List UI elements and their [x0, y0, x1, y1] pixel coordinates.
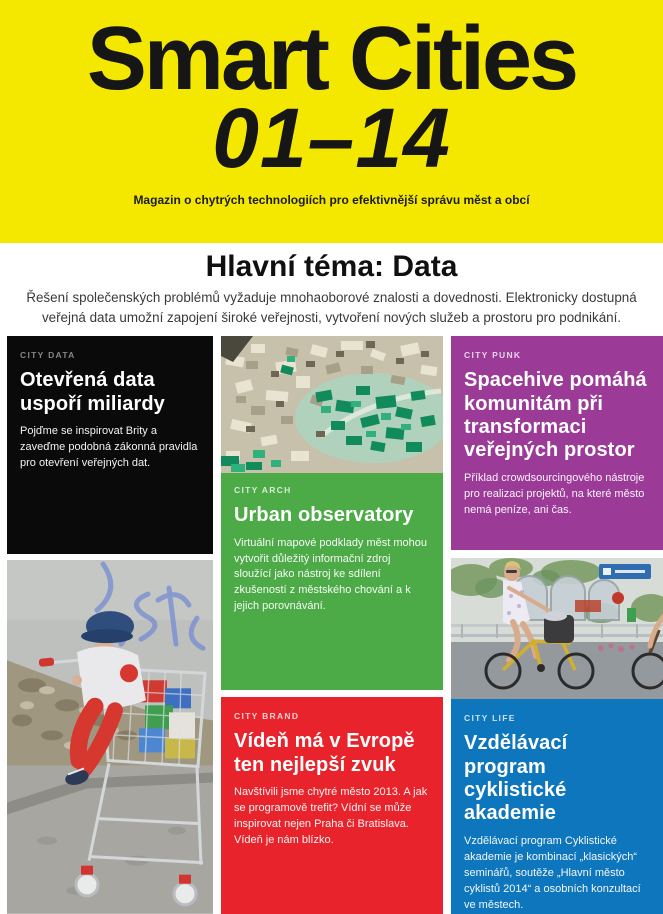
magazine-title: Smart Cities — [86, 9, 577, 109]
article-tile-city-arch — [221, 473, 443, 690]
grid-column-2 — [221, 336, 443, 914]
magazine-tagline: Magazin o chytrých technologiích pro efektivnější správu měst a obcí — [133, 193, 530, 208]
article-summary: Virtuální mapové podklady měst mohou vytvořit důležitý informační zdroj sloužící jako nástroj ke sdílení zkušeností z městského chování a k jejich porovnávání. — [234, 536, 428, 613]
article-title: Vzdělávací program cyklistické akademie — [464, 732, 568, 825]
photo-child-shopping-cart — [7, 560, 213, 914]
theme-intro: Řešení společenských problémů vyžaduje mnohaoborové znalosti a dovednosti. Elektronicky dostupná veřejná data umožní zapojení široké veřejnosti, vytvoření nových služeb a prostoru pro podnikání. — [26, 290, 637, 326]
grid-column-1 — [7, 336, 213, 914]
photo-city-model — [221, 336, 443, 473]
article-tile-city-brand — [221, 697, 443, 914]
category-label: CITY LIFE — [464, 713, 516, 724]
article-summary: Vzdělávací program Cyklistické akademie je kombinací „klasických“ seminářů, soutěže „Hlavní město cyklistů 2014“ a osobních konzultací ve městech. — [464, 834, 641, 911]
article-tile-city-life — [451, 699, 663, 914]
article-card-city-arch — [221, 336, 443, 690]
article-title: Spacehive pomáhá komunitám při transformaci veřejných prostor — [464, 369, 647, 462]
main-theme-section — [0, 243, 663, 328]
category-label: CITY DATA — [20, 350, 76, 361]
photo-cyclists — [451, 558, 663, 699]
category-label: CITY ARCH — [234, 485, 292, 496]
article-card-city-life — [451, 558, 663, 914]
article-summary: Příklad crowdsourcingového nástroje pro realizaci projektů, na které město nemá peníze, ani čas. — [464, 471, 645, 516]
article-summary: Navštívili jsme chytré město 2013. A jak se programově trefit? Vídní se může inspirovat nejen Praha či Bratislava. Vídeň je nám blízko. — [234, 786, 428, 846]
article-title: Urban observatory — [234, 504, 414, 527]
article-summary: Pojďme se inspirovat Brity a zaveďme podobná zákonná pravidla pro otevření veřejných dat. — [20, 425, 198, 469]
theme-title: Hlavní téma: Data — [205, 250, 458, 283]
article-grid — [0, 336, 663, 914]
masthead — [0, 0, 663, 243]
category-label: CITY BRAND — [234, 711, 300, 722]
article-title: Otevřená data uspoří miliardy — [20, 369, 165, 415]
article-tile-city-data — [7, 336, 213, 554]
grid-column-3 — [451, 336, 663, 914]
category-label: CITY PUNK — [464, 350, 522, 361]
article-tile-city-punk — [451, 336, 663, 550]
article-title: Vídeň má v Evropě ten nejlepší zvuk — [234, 730, 415, 776]
issue-number: 01–14 — [212, 90, 451, 185]
